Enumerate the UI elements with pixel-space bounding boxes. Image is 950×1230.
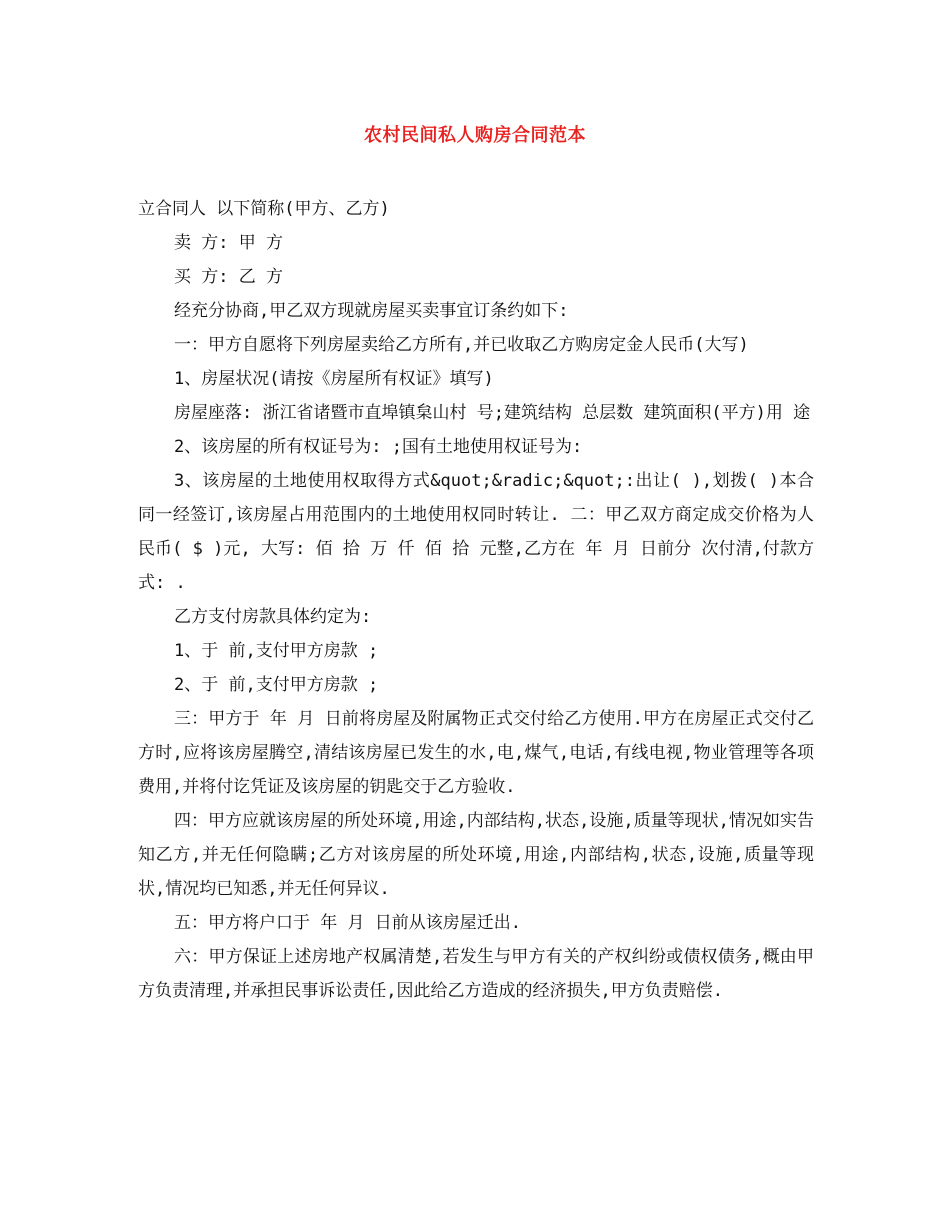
paragraph: 一：甲方自愿将下列房屋卖给乙方所有,并已收取乙方购房定金人民币(大写) [174,335,749,355]
paragraph: 1、房屋状况(请按《房屋所有权证》填写) [174,369,494,389]
paragraph: 3、该房屋的土地使用权取得方式&quot;&radic;&quot;:出让( ),划拨( )本合同一经签订,该房屋占用范围内的土地使用权同时转让. 二：甲乙双方商定成交价格为人民币( $ )元, 大写: 佰 拾 万 仟 佰 拾 元整,乙方在 年 月 日前分 次付清,付款方式: . [138,471,814,593]
paragraph: 四：甲方应就该房屋的所处环境,用途,内部结构,状态,设施,质量等现状,情况如实告知乙方,并无任何隐瞒;乙方对该房屋的所处环境,用途,内部结构,状态,设施,质量等现状,情况均已知悉,并无任何异议. [138,811,814,899]
paragraph: 经充分协商,甲乙双方现就房屋买卖事宜订条约如下: [174,301,569,321]
paragraph: 买 方: 乙 方 [174,267,283,287]
paragraph: 1、于 前,支付甲方房款 ; [174,641,379,661]
paragraph: 2、该房屋的所有权证号为: ;国有土地使用权证号为: [174,437,583,457]
paragraph: 乙方支付房款具体约定为: [174,607,372,627]
paragraph: 卖 方: 甲 方 [174,233,283,253]
paragraph: 立合同人 以下简称(甲方、乙方) [138,199,390,219]
document-body [138,192,814,1008]
paragraph: 六：甲方保证上述房地产权属清楚,若发生与甲方有关的产权纠纷或债权债务,概由甲方负责清理,并承担民事诉讼责任,因此给乙方造成的经济损失,甲方负责赔偿. [138,947,814,1001]
paragraph: 房屋座落: 浙江省诸暨市直埠镇枲山村 号;建筑结构 总层数 建筑面积(平方)用 途 [174,403,811,423]
document-title: 农村民间私人购房合同范本 [364,125,586,146]
paragraph: 五：甲方将户口于 年 月 日前从该房屋迁出. [174,913,521,933]
paragraph: 三：甲方于 年 月 日前将房屋及附属物正式交付给乙方使用.甲方在房屋正式交付乙方时,应将该房屋腾空,清结该房屋已发生的水,电,煤气,电话,有线电视,物业管理等各项费用,并将付讫凭证及该房屋的钥匙交于乙方验收. [138,709,814,797]
paragraph: 2、于 前,支付甲方房款 ; [174,675,379,695]
